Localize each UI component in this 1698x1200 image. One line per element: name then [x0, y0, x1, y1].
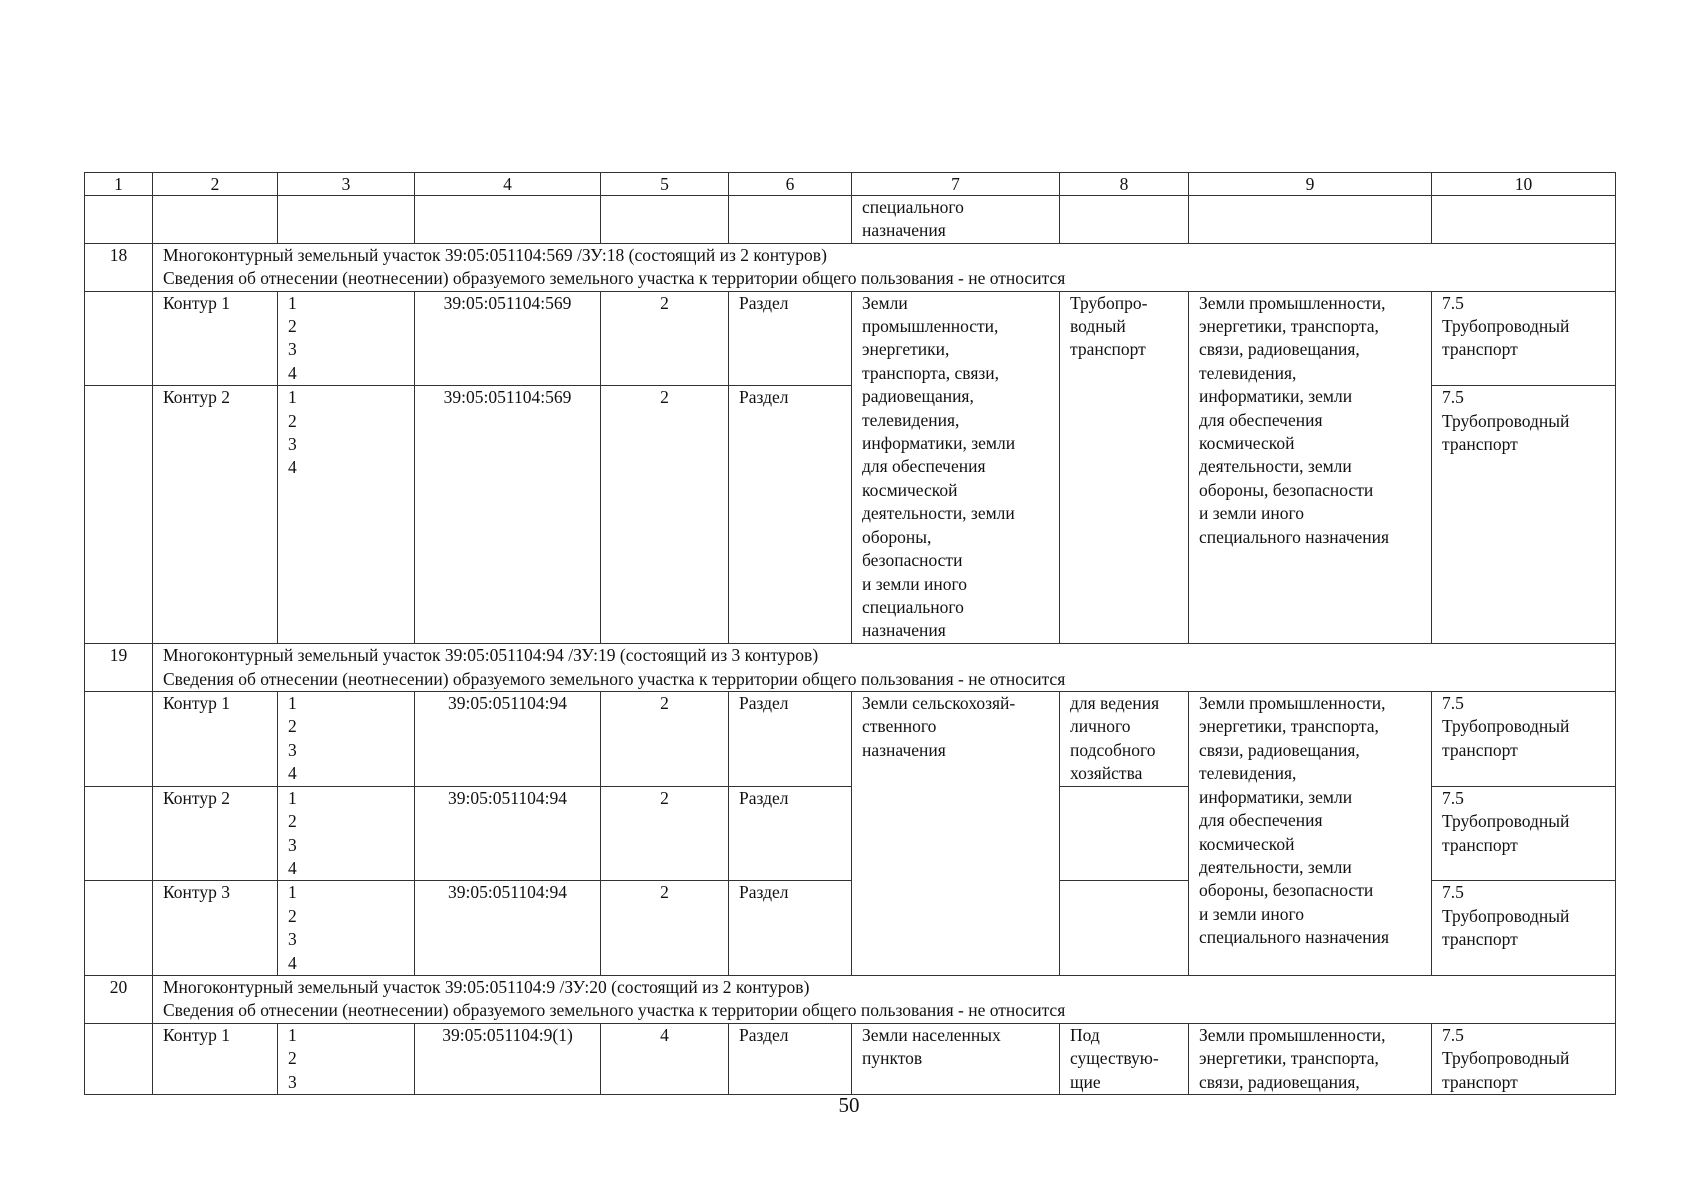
column-number: 5 — [601, 173, 729, 196]
point-numbers: 1 2 3 — [278, 1023, 415, 1094]
table-row — [85, 692, 1616, 787]
column-number: 3 — [278, 173, 415, 196]
cadastral-number: 39:05:051104:569 — [415, 291, 601, 386]
section-number: 19 — [85, 644, 153, 692]
category-continuation: специального назначения — [852, 196, 1060, 244]
use-code: 7.5 Трубопроводный транспорт — [1432, 692, 1616, 787]
point-numbers: 1 2 3 4 — [278, 786, 415, 881]
cadastral-number: 39:05:051104:94 — [415, 881, 601, 976]
column-number: 10 — [1432, 173, 1616, 196]
permitted-use: для ведения личного подсобного хозяйства — [1060, 692, 1189, 787]
column-number: 4 — [415, 173, 601, 196]
land-category: Земли сельскохозяй- ственного назначения — [852, 692, 1060, 976]
target-category: Земли промышленности, энергетики, транспорта, связи, радиовещания, телевидения, информатики, земли для обеспечения космической деятельности, земли обороны, безопасности и земли иного специального назначения — [1189, 291, 1432, 644]
permitted-use-continued — [1060, 881, 1189, 976]
column-number-row — [85, 173, 1616, 196]
permitted-use-continued — [1060, 786, 1189, 881]
formation-method: Раздел — [729, 881, 852, 976]
section-number: 18 — [85, 243, 153, 291]
use-code: 7.5 Трубопроводный транспорт — [1432, 881, 1616, 976]
column-number: 7 — [852, 173, 1060, 196]
area-value: 2 — [601, 291, 729, 386]
area-value: 2 — [601, 881, 729, 976]
use-code: 7.5 Трубопроводный транспорт — [1432, 1023, 1616, 1094]
section-title: Многоконтурный земельный участок 39:05:051104:94 /ЗУ:19 (состоящий из 3 контуров) Сведения об отнесении (неотнесении) образуемого земельного участка к территории общего пользования - не относится — [153, 644, 1616, 692]
cadastral-number: 39:05:051104:94 — [415, 692, 601, 787]
formation-method: Раздел — [729, 786, 852, 881]
point-numbers: 1 2 3 4 — [278, 386, 415, 644]
contour-name: Контур 2 — [153, 386, 278, 644]
column-number: 1 — [85, 173, 153, 196]
area-value: 2 — [601, 786, 729, 881]
contour-name: Контур 1 — [153, 1023, 278, 1094]
contour-name: Контур 1 — [153, 291, 278, 386]
section-number: 20 — [85, 975, 153, 1023]
section-header-row — [85, 975, 1616, 1023]
column-number: 9 — [1189, 173, 1432, 196]
point-numbers: 1 2 3 4 — [278, 692, 415, 787]
formation-method: Раздел — [729, 1023, 852, 1094]
section-header-row — [85, 243, 1616, 291]
area-value: 2 — [601, 386, 729, 644]
land-category: Земли населенных пунктов — [852, 1023, 1060, 1094]
land-plots-table — [84, 172, 1616, 1095]
section-title: Многоконтурный земельный участок 39:05:051104:9 /ЗУ:20 (состоящий из 2 контуров) Сведения об отнесении (неотнесении) образуемого земельного участка к территории общего пользования - не относится — [153, 975, 1616, 1023]
contour-name: Контур 3 — [153, 881, 278, 976]
formation-method: Раздел — [729, 692, 852, 787]
section-header-row — [85, 644, 1616, 692]
point-numbers: 1 2 3 4 — [278, 881, 415, 976]
target-category: Земли промышленности, энергетики, транспорта, связи, радиовещания, — [1189, 1023, 1432, 1094]
permitted-use: Под существую- щие — [1060, 1023, 1189, 1094]
contour-name: Контур 1 — [153, 692, 278, 787]
use-code: 7.5 Трубопроводный транспорт — [1432, 291, 1616, 386]
column-number: 6 — [729, 173, 852, 196]
cadastral-number: 39:05:051104:569 — [415, 386, 601, 644]
land-category: Земли промышленности, энергетики, транспорта, связи, радиовещания, телевидения, информатики, земли для обеспечения космической деятельности, земли обороны, безопасности и земли иного специального назначения — [852, 291, 1060, 644]
cadastral-number: 39:05:051104:9(1) — [415, 1023, 601, 1094]
cadastral-number: 39:05:051104:94 — [415, 786, 601, 881]
page-number: 50 — [838, 1093, 860, 1117]
point-numbers: 1 2 3 4 — [278, 291, 415, 386]
contour-name: Контур 2 — [153, 786, 278, 881]
area-value: 4 — [601, 1023, 729, 1094]
table-row — [85, 291, 1616, 386]
formation-method: Раздел — [729, 291, 852, 386]
column-number: 8 — [1060, 173, 1189, 196]
column-number: 2 — [153, 173, 278, 196]
target-category: Земли промышленности, энергетики, транспорта, связи, радиовещания, телевидения, информатики, земли для обеспечения космической деятельности, земли обороны, безопасности и земли иного специального назначения — [1189, 692, 1432, 976]
table-row — [85, 1023, 1616, 1094]
formation-method: Раздел — [729, 386, 852, 644]
permitted-use: Трубопро- водный транспорт — [1060, 291, 1189, 644]
area-value: 2 — [601, 692, 729, 787]
section-title: Многоконтурный земельный участок 39:05:051104:569 /ЗУ:18 (состоящий из 2 контуров) Сведения об отнесении (неотнесении) образуемого земельного участка к территории общего пользования - не относится — [153, 243, 1616, 291]
use-code: 7.5 Трубопроводный транспорт — [1432, 786, 1616, 881]
continuation-row — [85, 196, 1616, 244]
use-code: 7.5 Трубопроводный транспорт — [1432, 386, 1616, 644]
